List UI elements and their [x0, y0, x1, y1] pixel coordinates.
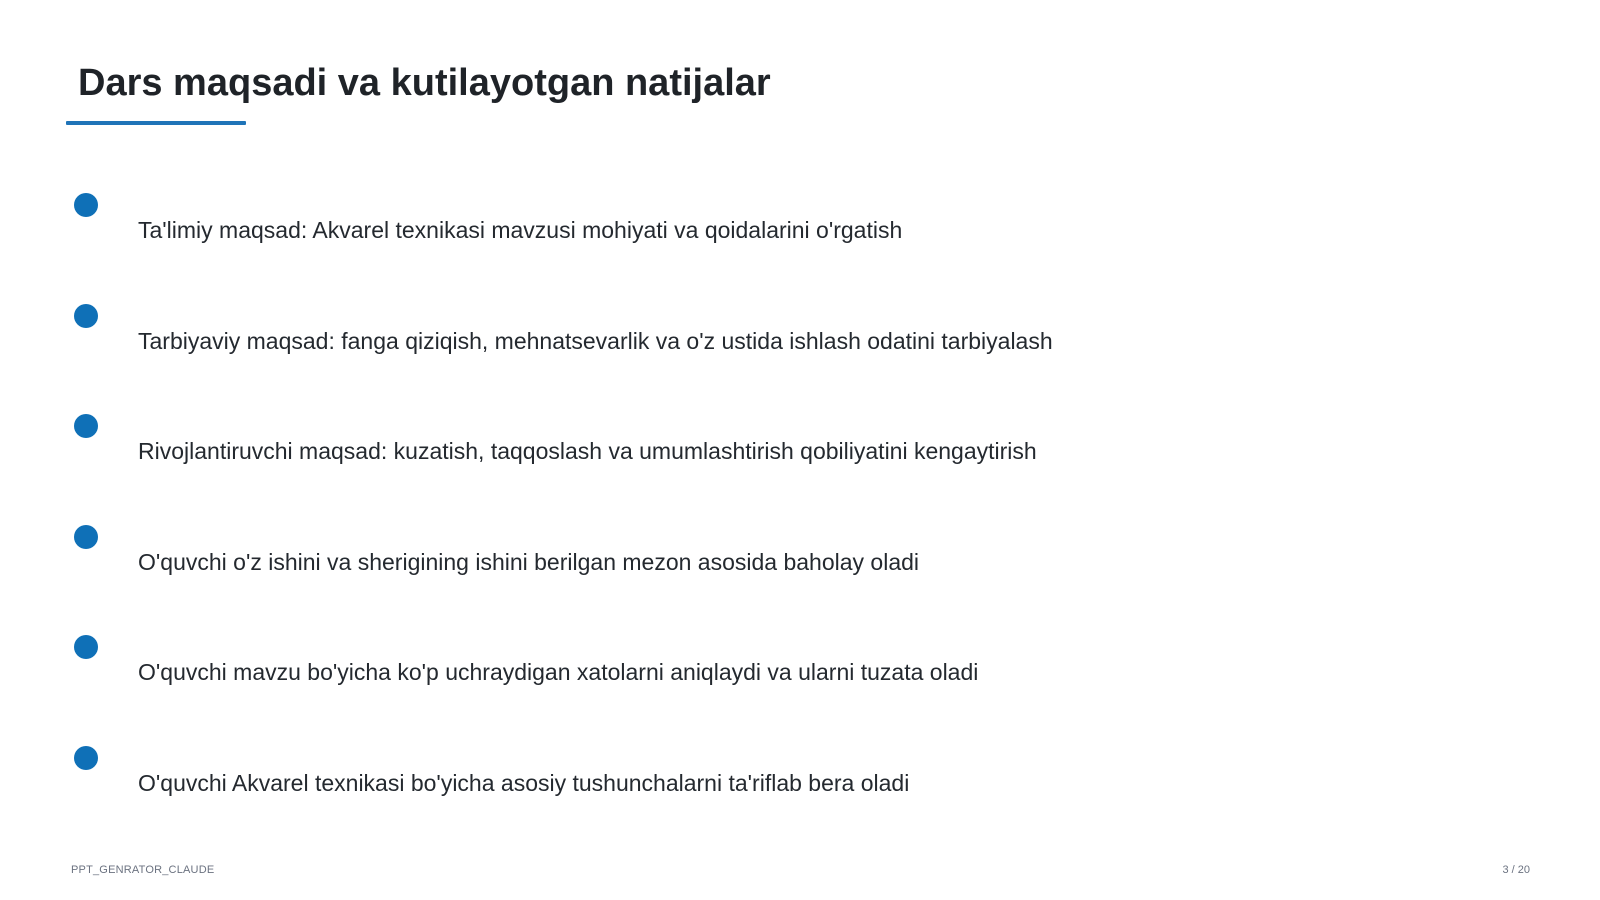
page-indicator: 3 / 20	[1502, 864, 1530, 876]
list-item-text: O'quvchi mavzu bo'yicha ko'p uchraydigan xatolarni aniqlaydi va ularni tuzata oladi	[138, 659, 979, 685]
title-underline	[66, 121, 246, 125]
list-item	[0, 635, 1600, 695]
list-item	[0, 525, 1600, 585]
list-item	[0, 414, 1600, 474]
list-item-text: Tarbiyaviy maqsad: fanga qiziqish, mehnatsevarlik va o'z ustida ishlash odatini tarbiyalash	[138, 328, 1053, 354]
bullet-dot-icon	[74, 414, 98, 438]
list-item	[0, 193, 1600, 253]
bullet-dot-icon	[74, 635, 98, 659]
slide-title: Dars maqsadi va kutilayotgan natijalar	[78, 62, 771, 104]
bullet-dot-icon	[74, 304, 98, 328]
list-item	[0, 304, 1600, 364]
bullet-dot-icon	[74, 193, 98, 217]
list-item-text: O'quvchi o'z ishini va sherigining ishini berilgan mezon asosida baholay oladi	[138, 549, 920, 575]
list-item-text: Ta'limiy maqsad: Akvarel texnikasi mavzusi mohiyati va qoidalarini o'rgatish	[138, 217, 903, 243]
list-item-text: Rivojlantiruvchi maqsad: kuzatish, taqqoslash va umumlashtirish qobiliyatini kengaytirish	[138, 438, 1037, 464]
bullet-dot-icon	[74, 746, 98, 770]
list-item	[0, 746, 1600, 806]
list-item-text: O'quvchi Akvarel texnikasi bo'yicha asosiy tushunchalarni ta'riflab bera oladi	[138, 770, 910, 796]
bullet-dot-icon	[74, 525, 98, 549]
footer-generator-label: PPT_GENRATOR_CLAUDE	[71, 864, 215, 876]
